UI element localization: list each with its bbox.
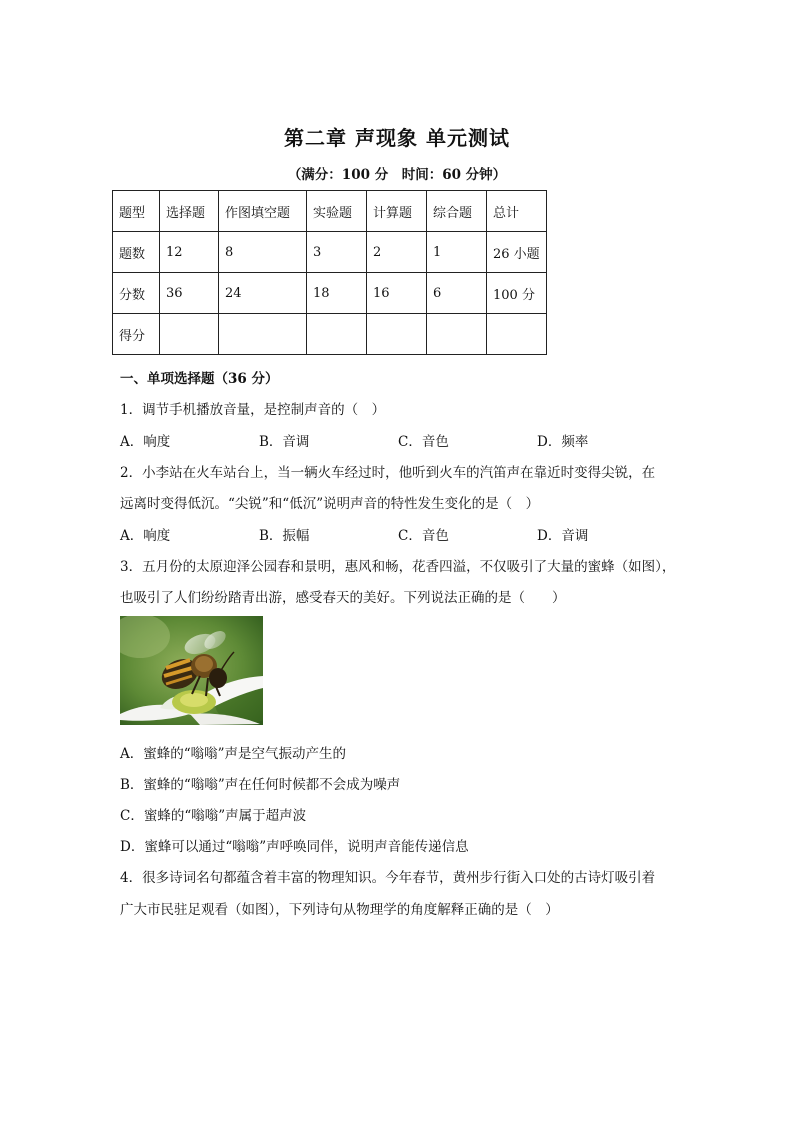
table-cell: 36 [160,273,219,314]
table-cell: 24 [219,273,307,314]
table-cell: 题型 [113,191,160,232]
table-cell: 综合题 [427,191,487,232]
question-2-option-a: A．响度 [120,528,171,544]
score-input-cell[interactable] [160,314,219,355]
table-row [113,314,547,355]
section-heading: 一、单项选择题（36 分） [120,371,279,387]
table-cell: 16 [367,273,427,314]
score-input-cell[interactable] [307,314,367,355]
table-cell: 6 [427,273,487,314]
table-cell: 实验题 [307,191,367,232]
question-1-option-c: C．音色 [398,434,449,450]
question-1-option-b: B．音调 [259,434,310,450]
question-4-stem-line-2: 广大市民驻足观看（如图），下列诗句从物理学的角度解释正确的是（ ） [120,902,559,918]
question-1-option-d: D．频率 [537,434,589,450]
table-cell: 作图填空题 [219,191,307,232]
score-input-cell[interactable] [367,314,427,355]
table-cell: 12 [160,232,219,273]
table-row [113,232,547,273]
question-3-stem-line-2: 也吸引了人们纷纷踏青出游，感受春天的美好。下列说法正确的是（ ） [120,590,566,606]
question-3-option-a: A．蜜蜂的“嗡嗡”声是空气振动产生的 [120,746,347,762]
table-cell: 总计 [487,191,547,232]
page-title: 第二章 声现象 单元测试 [284,126,510,150]
table-cell: 18 [307,273,367,314]
score-table [112,190,547,355]
page-subtitle: （满分：100 分 时间：60 分钟） [287,167,507,183]
table-cell: 选择题 [160,191,219,232]
table-cell: 计算题 [367,191,427,232]
question-1-option-a: A．响度 [120,434,171,450]
question-3-option-b: B．蜜蜂的“嗡嗡”声在任何时候都不会成为噪声 [120,777,401,793]
table-cell: 8 [219,232,307,273]
question-2-option-b: B．振幅 [259,528,310,544]
table-cell: 题数 [113,232,160,273]
question-3-stem-line-1: 3．五月份的太原迎泽公园春和景明，惠风和畅，花香四溢，不仅吸引了大量的蜜蜂（如图）， [120,559,676,575]
score-input-cell[interactable] [427,314,487,355]
table-row [113,191,547,232]
table-cell: 100 分 [487,273,547,314]
question-3-option-c: C．蜜蜂的“嗡嗡”声属于超声波 [120,808,307,824]
question-4-stem-line-1: 4．很多诗词名句都蕴含着丰富的物理知识。今年春节，黄州步行街入口处的古诗灯吸引着 [120,870,656,886]
question-2-option-c: C．音色 [398,528,449,544]
table-cell: 3 [307,232,367,273]
score-input-cell[interactable] [487,314,547,355]
table-cell: 得分 [113,314,160,355]
question-2-stem-line-2: 远离时变得低沉。“尖锐”和“低沉”说明声音的特性发生变化的是（ ） [120,496,540,512]
bee-on-flower-photo [120,616,263,725]
table-cell: 分数 [113,273,160,314]
question-3-option-d: D．蜜蜂可以通过“嗡嗡”声呼唤同伴，说明声音能传递信息 [120,839,469,855]
question-1-stem: 1．调节手机播放音量，是控制声音的（ ） [120,402,386,418]
table-cell: 2 [367,232,427,273]
table-cell: 26 小题 [487,232,547,273]
table-row [113,273,547,314]
score-input-cell[interactable] [219,314,307,355]
question-2-stem-line-1: 2．小李站在火车站台上，当一辆火车经过时，他听到火车的汽笛声在靠近时变得尖锐，在 [120,465,656,481]
table-cell: 1 [427,232,487,273]
question-2-option-d: D．音调 [537,528,589,544]
